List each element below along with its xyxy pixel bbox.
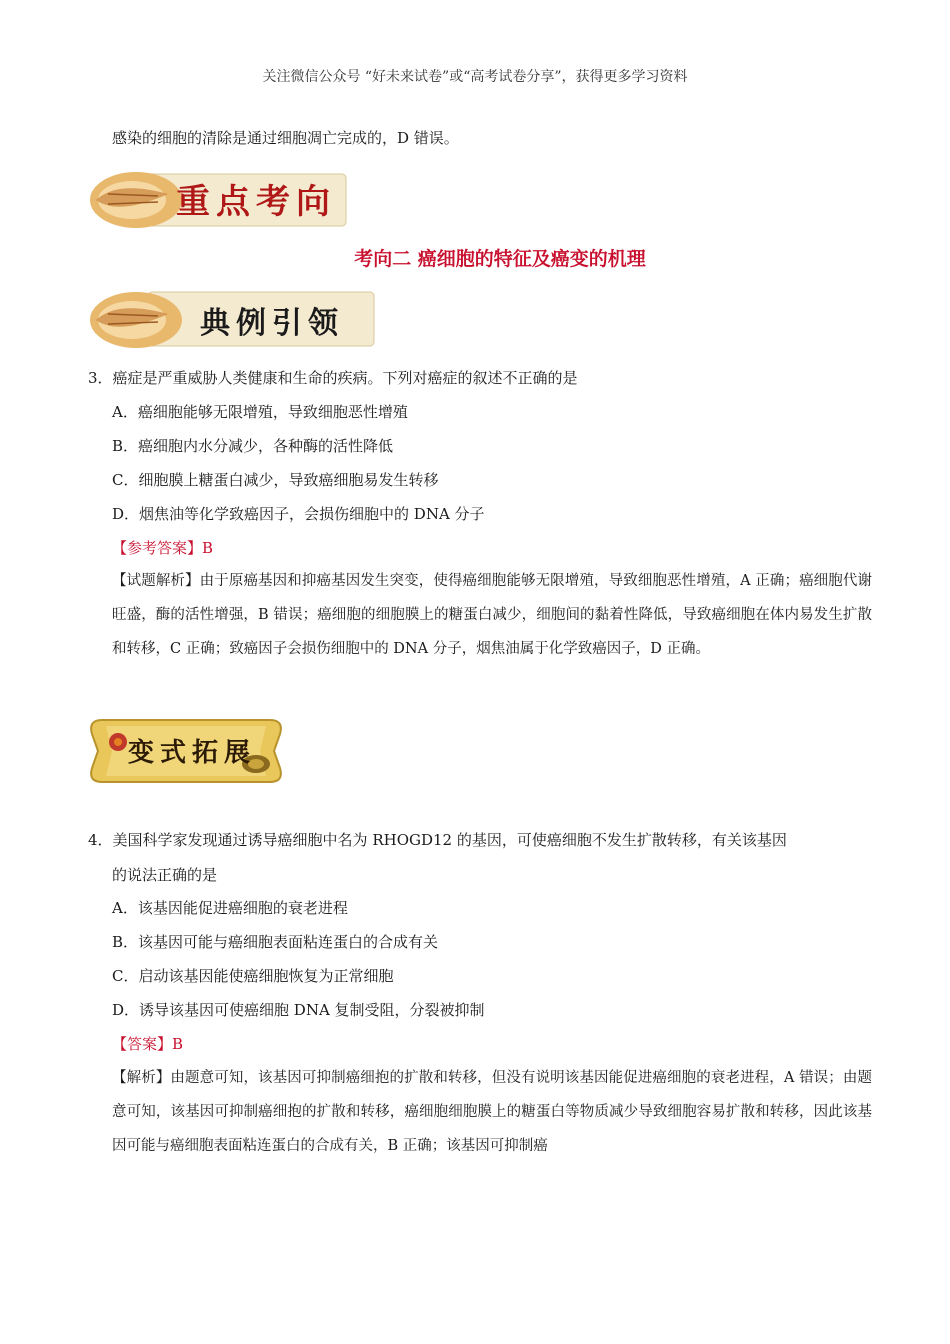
banner-extension-text: 变式拓展 [128,738,257,768]
q4-analysis: 【解析】由题意可知，该基因可抑制癌细抱的扩散和转移，但没有说明该基因能促进癌细胞的衰老进程，A 错误；由题意可知，该基因可抑制癌细抱的扩散和转移，癌细胞细胞膜上的糖蛋白等物质减少导致细胞容易扩散和转移，因此该基因可能与癌细胞表面粘连蛋白的合成有关，B 正确；该基因可抑制癌 [112,1070,872,1154]
q3-option-d: D．烟焦油等化学致癌因子，会损伤细胞中的 DNA 分子 [112,505,485,523]
intro-line: 感染的细胞的清除是通过细胞凋亡完成的，D 错误。 [112,129,459,147]
banner-example [88,284,378,354]
q3-option-c: C．细胞膜上糖蛋白减少，导致癌细胞易发生转移 [112,471,439,489]
section-title: 考向二 癌细胞的特征及癌变的机理 [354,248,646,270]
q4-answer: 【答案】B [112,1035,184,1053]
banner-key-direction-text: 重点考向 [176,182,336,222]
q3-stem: 3．癌症是严重威胁人类健康和生命的疾病。下列对癌症的叙述不正确的是 [88,369,578,387]
q4-option-c: C．启动该基因能使癌细胞恢复为正常细胞 [112,967,394,985]
banner-example-text: 典例引领 [200,306,344,341]
q4-option-a: A．该基因能促进癌细胞的衰老进程 [112,899,348,917]
q4-option-b: B．该基因可能与癌细胞表面粘连蛋白的合成有关 [112,933,439,951]
banner-key-direction [88,164,350,234]
q4-stem-line1: 4．美国科学家发现通过诱导癌细胞中名为 RHOGD12 的基因，可使癌细胞不发生扩散转移，有关该基因 [88,831,787,849]
q3-answer: 【参考答案】B [112,539,214,557]
q3-option-a: A．癌细胞能够无限增殖，导致细胞恶性增殖 [112,403,408,421]
q3-analysis: 【试题解析】由于原癌基因和抑癌基因发生突变，使得癌细胞能够无限增殖，导致细胞恶性增殖，A 正确；癌细胞代谢旺盛，酶的活性增强，B 错误；癌细胞的细胞膜上的糖蛋白减少，细胞间的黏着性降低，导致癌细胞在体内易发生扩散和转移，C 正确；致癌因子会损伤细胞中的 DNA 分子，烟焦油属于化学致癌因子，D 正确。 [112,573,872,657]
banner-extension [88,712,284,790]
q4-option-d: D．诱导该基因可使癌细胞 DNA 复制受阻，分裂被抑制 [112,1001,485,1019]
header-note: 关注微信公众号 “好未来试卷”或“高考试卷分享”，获得更多学习资料 [262,69,688,85]
q4-stem-line2: 的说法正确的是 [112,866,218,884]
q3-option-b: B．癌细胞内水分减少，各种酶的活性降低 [112,437,394,455]
